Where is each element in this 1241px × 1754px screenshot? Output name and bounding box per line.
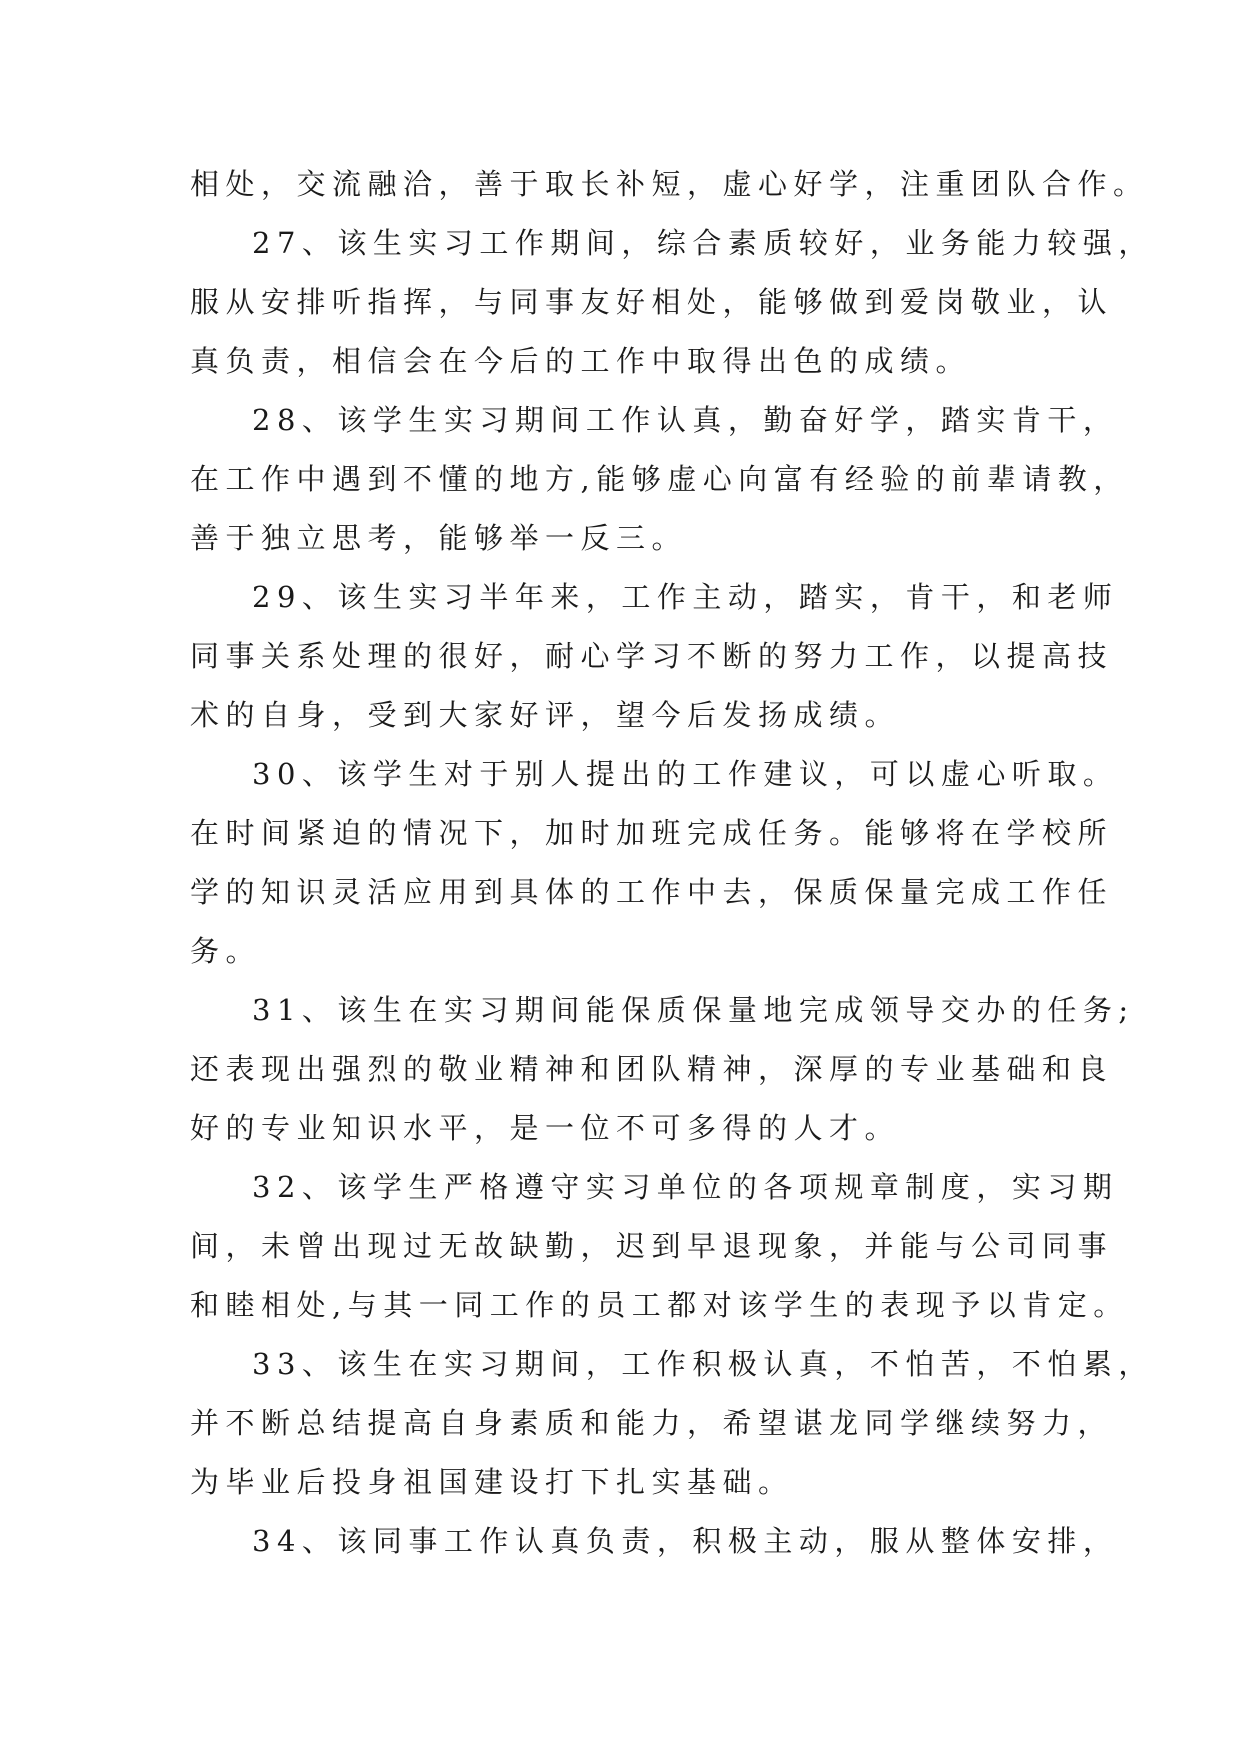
- text-line: 真负责，相信会在今后的工作中取得出色的成绩。: [190, 344, 972, 378]
- text-line: 28、该学生实习期间工作认真，勤奋好学，踏实肯干，: [252, 403, 1119, 437]
- text-line: 在工作中遇到不懂的地方,能够虚心向富有经验的前辈请教，: [190, 462, 1129, 496]
- text-line: 为毕业后投身祖国建设打下扎实基础。: [190, 1465, 794, 1499]
- text-line: 还表现出强烈的敬业精神和团队精神，深厚的专业基础和良: [190, 1052, 1114, 1086]
- text-line: 和睦相处,与其一同工作的员工都对该学生的表现予以肯定。: [190, 1288, 1129, 1322]
- text-line: 27、该生实习工作期间，综合素质较好，业务能力较强，: [252, 226, 1154, 260]
- text-line: 术的自身，受到大家好评，望今后发扬成绩。: [190, 698, 901, 732]
- text-line: 服从安排听指挥，与同事友好相处，能够做到爱岗敬业，认: [190, 285, 1114, 319]
- text-line: 务。: [190, 934, 262, 968]
- text-line: 33、该生在实习期间，工作积极认真，不怕苦，不怕累，: [252, 1347, 1154, 1381]
- text-line: 学的知识灵活应用到具体的工作中去，保质保量完成工作任: [190, 875, 1114, 909]
- text-line: 在时间紧迫的情况下，加时加班完成任务。能够将在学校所: [190, 816, 1114, 850]
- text-line: 善于独立思考，能够举一反三。: [190, 521, 688, 555]
- text-line: 31、该生在实习期间能保质保量地完成领导交办的任务;: [252, 993, 1135, 1027]
- text-line: 29、该生实习半年来，工作主动，踏实，肯干，和老师: [252, 580, 1119, 614]
- text-line: 好的专业知识水平，是一位不可多得的人才。: [190, 1111, 901, 1145]
- text-line: 34、该同事工作认真负责，积极主动，服从整体安排，: [252, 1524, 1119, 1558]
- document-body: [0, 155, 1241, 1571]
- text-line: 并不断总结提高自身素质和能力，希望谌龙同学继续努力，: [190, 1406, 1114, 1440]
- text-line: 相处，交流融洽，善于取长补短，虚心好学，注重团队合作。: [190, 167, 1149, 201]
- text-line: 30、该学生对于别人提出的工作建议，可以虚心听取。: [252, 757, 1119, 791]
- text-line: 同事关系处理的很好，耐心学习不断的努力工作，以提高技: [190, 639, 1114, 673]
- text-line: 32、该学生严格遵守实习单位的各项规章制度，实习期: [252, 1170, 1119, 1204]
- text-line: 间，未曾出现过无故缺勤，迟到早退现象，并能与公司同事: [190, 1229, 1114, 1263]
